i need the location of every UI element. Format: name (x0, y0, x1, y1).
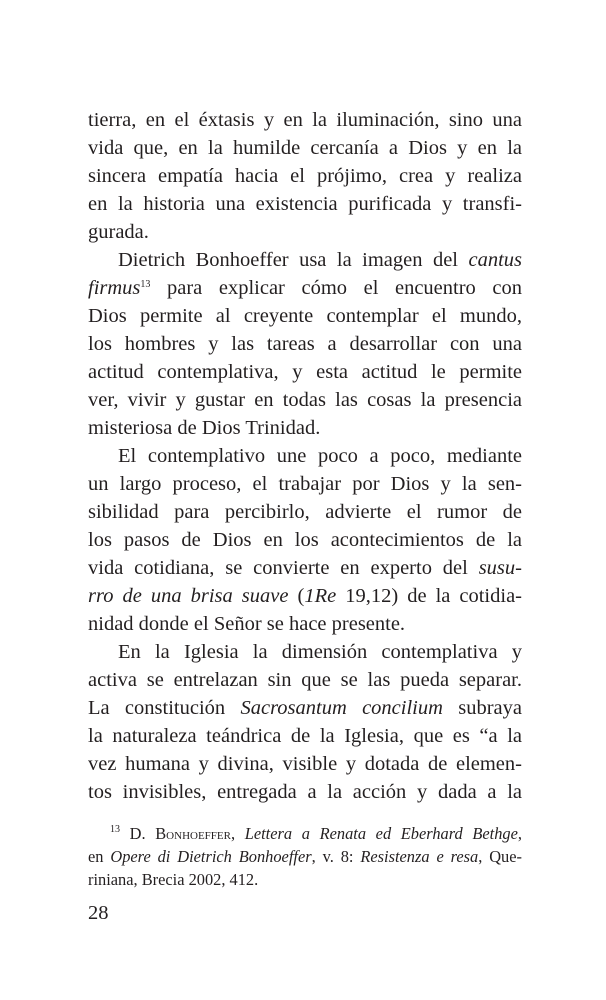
text-line: rro de una brisa suave (1Re 19,12) de la cotidia- (88, 585, 522, 607)
text-line: la naturaleza teándrica de la Iglesia, que es “a la (88, 725, 522, 747)
text-line: vez humana y divina, visible y dotada de elemen- (88, 753, 522, 775)
text-line: vida que, en la humilde cercanía a Dios y en la (88, 137, 522, 159)
footnote (88, 822, 522, 891)
text-line: nidad donde el Señor se hace presente. (88, 613, 406, 635)
text-line: sincera empatía hacia el prójimo, crea y realiza (88, 165, 522, 187)
page-number: 28 (88, 902, 109, 924)
text-line: en la historia una existencia purificada y transfi- (88, 193, 522, 215)
text-line: Dietrich Bonhoeffer usa la imagen del cantus (118, 249, 522, 271)
footnote-line: en Opere di Dietrich Bonhoeffer, v. 8: Resistenza e resa, Que- (88, 847, 522, 866)
text-line: sibilidad para percibirlo, advierte el rumor de (88, 501, 522, 523)
body-text (88, 106, 522, 806)
text-line: gurada. (88, 221, 149, 243)
text-line: vida cotidiana, se convierte en experto del susu- (88, 557, 522, 579)
paragraph-4 (88, 638, 522, 806)
text-line: En la Iglesia la dimensión contemplativa y (118, 641, 522, 663)
text-line: los pasos de Dios en los acontecimientos de la (88, 529, 522, 551)
footnote-line: $^{13}$ D. Bonhoeffer, Lettera a Renata ed Eberhard Bethge, (110, 824, 522, 843)
text-line: tierra, en el éxtasis y en la iluminación, sino una (88, 109, 522, 131)
text-line: actitud contemplativa, y esta actitud le permite (88, 361, 522, 383)
text-line: Dios permite al creyente contemplar el mundo, (88, 305, 522, 327)
text-line: El contemplativo une poco a poco, mediante (118, 445, 522, 467)
text-line: ver, vivir y gustar en todas las cosas la presencia (88, 389, 522, 411)
text-line: los hombres y las tareas a desarrollar con una (88, 333, 522, 355)
text-line: misteriosa de Dios Trinidad. (88, 417, 321, 439)
footnote-number: 13 (110, 824, 120, 835)
paragraph-1 (88, 106, 522, 246)
text-line: un largo proceso, el trabajar por Dios y la sen- (88, 473, 522, 495)
text-line: La constitución Sacrosantum concilium subraya (88, 697, 522, 719)
footnote-ref[interactable]: 13 (140, 279, 151, 290)
paragraph-3 (88, 442, 522, 638)
footnote-line: riniana, Brecia 2002, 412. (88, 870, 259, 889)
text-line: firmus$^{13}$ para explicar cómo el encuentro con (88, 277, 522, 299)
text-line: activa se entrelazan sin que se las pueda separar. (88, 669, 522, 691)
text-line: tos invisibles, entregada a la acción y dada a la (88, 781, 522, 803)
paragraph-2 (88, 246, 522, 442)
